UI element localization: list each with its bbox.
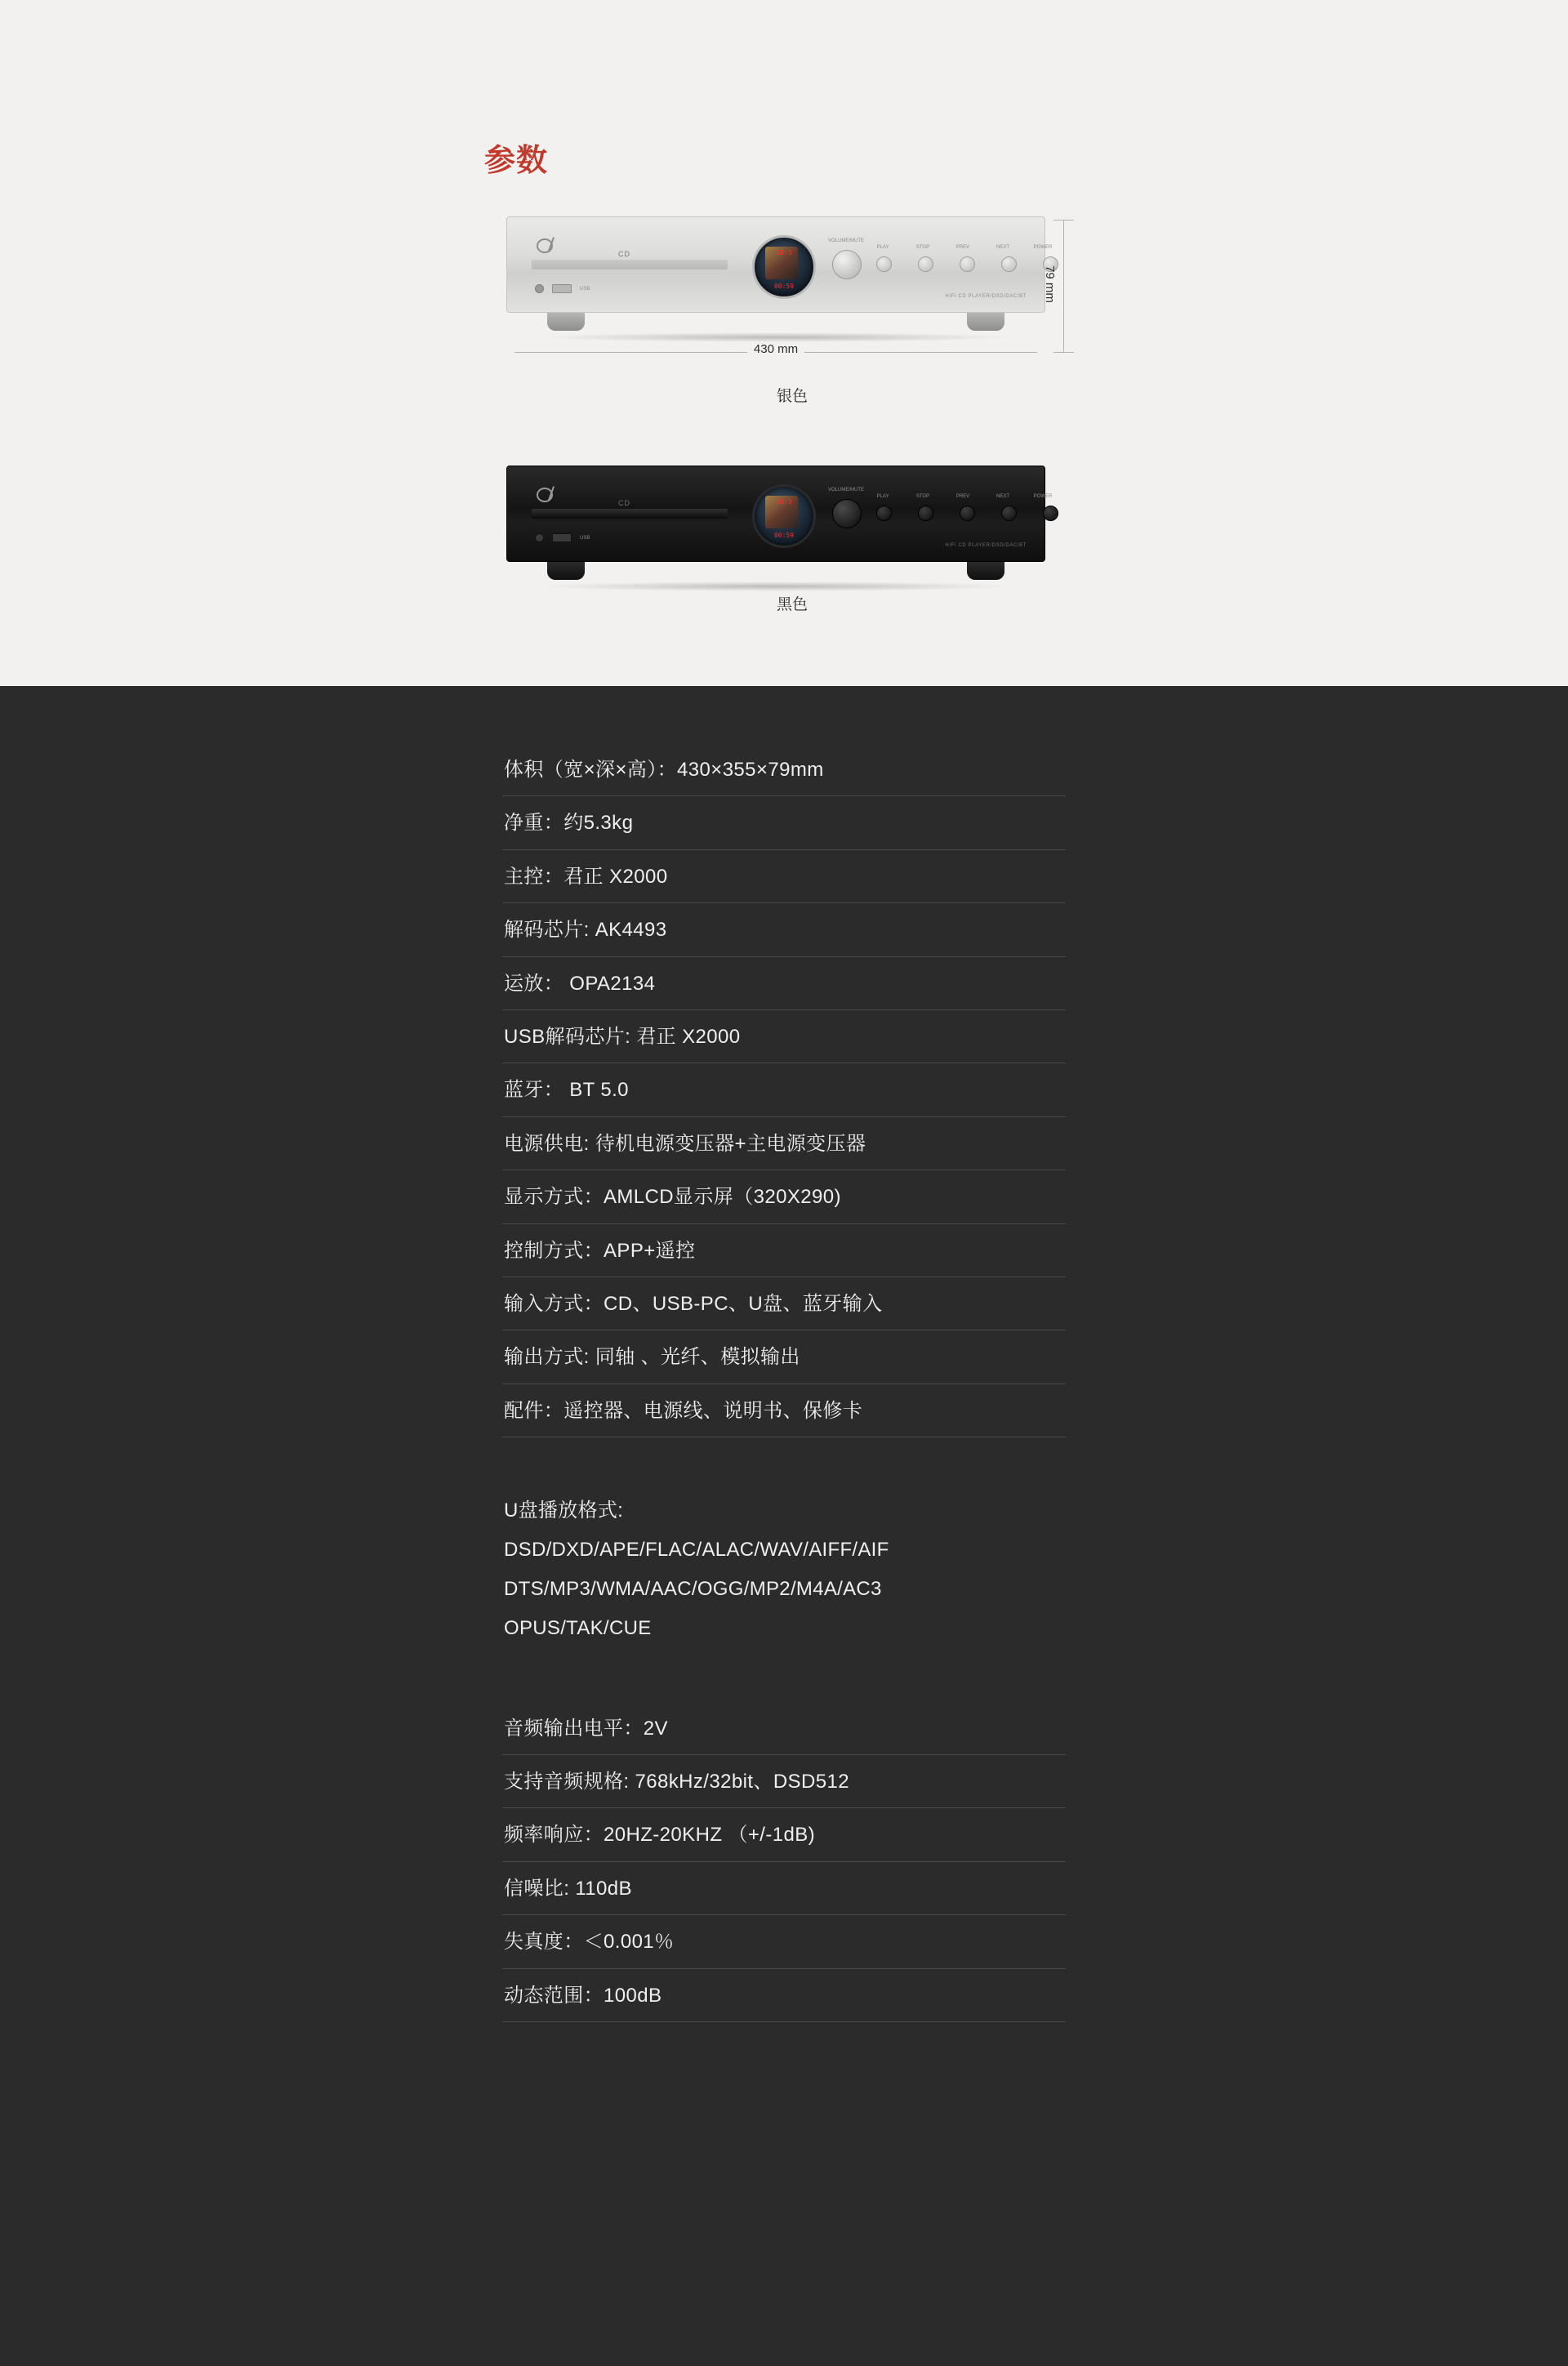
prev-button — [960, 506, 975, 521]
spec-row: 配件：遥控器、电源线、说明书、保修卡 — [502, 1384, 1066, 1437]
usb-label: USB — [580, 286, 590, 292]
front-jack-row — [535, 533, 590, 542]
next-button — [1001, 506, 1017, 521]
usb-label: USB — [580, 535, 590, 541]
spec-row: 电源供电: 待机电源变压器+主电源变压器 — [502, 1117, 1066, 1170]
usb-format-title: U盘播放格式: — [504, 1499, 624, 1522]
spec-row: 净重：约5.3kg — [502, 796, 1066, 849]
product-shadow — [539, 581, 1013, 591]
spec-row: USB解码芯片: 君正 X2000 — [502, 1010, 1066, 1063]
front-button-labels — [870, 494, 1056, 499]
usb-format-block — [502, 1491, 1066, 1648]
front-button-labels — [870, 245, 1056, 250]
button-label-power: POWER — [1033, 494, 1053, 499]
section-gap — [0, 1437, 1568, 1491]
width-dimension-value: 430 mm — [747, 342, 804, 356]
track-number: 18-3 — [776, 498, 792, 506]
disc-tray-slot — [532, 260, 728, 270]
section-gap — [0, 1648, 1568, 1702]
button-label-play: PLAY — [876, 245, 889, 250]
volume-knob-label: VOLUME/MUTE — [827, 488, 864, 492]
front-button-row — [876, 506, 1058, 521]
spec-row: 音频输出电平：2V — [502, 1702, 1066, 1755]
spec-list-primary — [502, 743, 1066, 1437]
headphone-jack-icon — [535, 284, 544, 293]
stop-button — [918, 506, 933, 521]
elapsed-time: 00:59 — [773, 532, 795, 539]
product-shadow — [539, 332, 1013, 342]
volume-knob — [832, 499, 862, 528]
caption-silver: 银色 — [776, 388, 808, 405]
spec-row: 输出方式: 同轴 、光纤、模拟输出 — [502, 1330, 1066, 1384]
button-label-prev: PREV — [956, 494, 970, 499]
brand-logo-icon — [535, 235, 568, 253]
stop-button — [918, 256, 933, 272]
button-label-play: PLAY — [876, 494, 889, 499]
spec-row: 体积（宽×深×高）：430×355×79mm — [502, 743, 1066, 796]
display-screen — [752, 235, 816, 299]
front-button-row — [876, 256, 1058, 272]
cd-player-black — [506, 466, 1053, 562]
spec-row: 动态范围：100dB — [502, 1969, 1066, 2022]
button-label-power: POWER — [1033, 245, 1053, 250]
disc-label: CD — [618, 499, 630, 507]
power-button — [1043, 506, 1058, 521]
height-dimension-line — [1063, 220, 1064, 352]
volume-knob — [832, 250, 862, 279]
spec-row: 控制方式：APP+遥控 — [502, 1224, 1066, 1277]
usb-port-icon — [552, 533, 572, 542]
usb-format-line: OPUS/TAK/CUE — [504, 1616, 652, 1639]
spec-row: 运放： OPA2134 — [502, 957, 1066, 1010]
track-number: 18-3 — [776, 249, 792, 256]
spec-row: 失真度：＜0.001％ — [502, 1915, 1066, 1968]
disc-tray-slot — [532, 509, 728, 519]
spec-list-audio — [502, 1702, 1066, 2022]
caption-black: 黑色 — [776, 596, 808, 613]
width-dimension — [490, 342, 1062, 356]
display-screen — [752, 484, 816, 548]
spec-row: 频率响应：20HZ-20KHZ （+/-1dB) — [502, 1808, 1066, 1861]
usb-format-line: DSD/DXD/APE/FLAC/ALAC/WAV/AIFF/AIF — [504, 1538, 889, 1561]
specifications-section — [0, 686, 1568, 2366]
disc-label: CD — [618, 250, 630, 258]
volume-knob-label: VOLUME/MUTE — [827, 238, 864, 243]
play-button — [876, 256, 892, 272]
height-dimension-cap-bottom — [1054, 352, 1074, 353]
spec-row: 蓝牙： BT 5.0 — [502, 1063, 1066, 1116]
model-text: HIFI CD PLAYER/DSD/DAC/BT — [945, 294, 1027, 299]
brand-logo-icon — [535, 484, 568, 502]
button-label-stop: STOP — [915, 245, 930, 250]
spec-row: 显示方式：AMLCD显示屏（320X290) — [502, 1170, 1066, 1223]
button-label-next: NEXT — [996, 494, 1009, 499]
model-text: HIFI CD PLAYER/DSD/DAC/BT — [945, 543, 1027, 548]
next-button — [1001, 256, 1017, 272]
spec-row: 解码芯片: AK4493 — [502, 903, 1066, 956]
button-label-stop: STOP — [915, 494, 930, 499]
product-gallery-section — [0, 0, 1568, 686]
button-label-next: NEXT — [996, 245, 1009, 250]
elapsed-time: 00:59 — [773, 283, 795, 290]
headphone-jack-icon — [535, 533, 544, 542]
prev-button — [960, 256, 975, 272]
height-dimension-value: 79 mm — [1043, 265, 1057, 303]
play-button — [876, 506, 892, 521]
page-title: 参数 — [484, 144, 549, 179]
spec-row: 主控：君正 X2000 — [502, 850, 1066, 903]
usb-port-icon — [552, 284, 572, 293]
usb-format-line: DTS/MP3/WMA/AAC/OGG/MP2/M4A/AC3 — [504, 1577, 882, 1600]
spec-row: 信噪比: 110dB — [502, 1862, 1066, 1915]
button-label-prev: PREV — [956, 245, 970, 250]
front-jack-row — [535, 284, 590, 293]
product-figure-silver — [490, 208, 1094, 412]
spec-row: 支持音频规格: 768kHz/32bit、DSD512 — [502, 1755, 1066, 1808]
spec-row: 输入方式：CD、USB-PC、U盘、蓝牙输入 — [502, 1277, 1066, 1330]
